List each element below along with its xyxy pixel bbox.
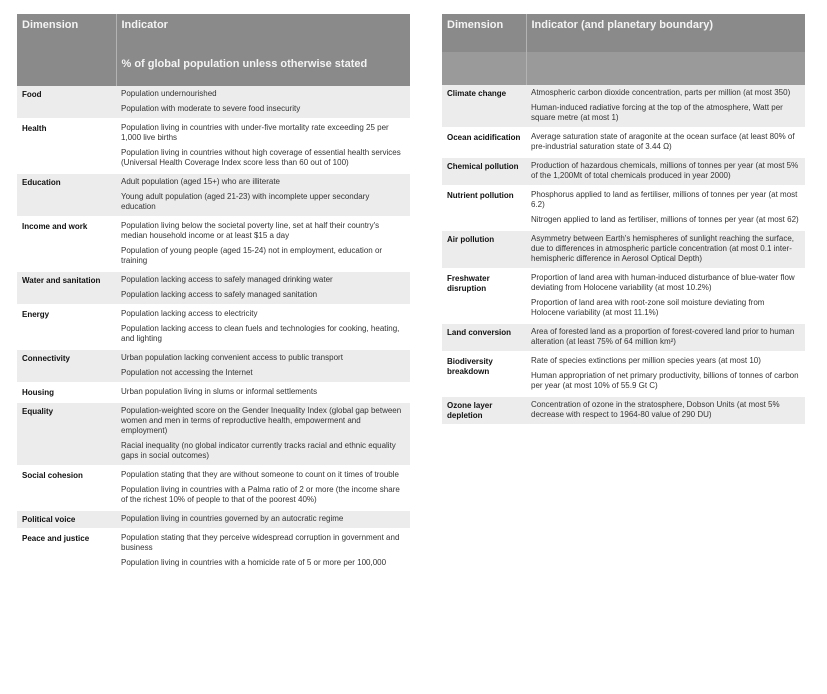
indicator-column-header: Indicator (and planetary boundary) [526, 14, 805, 52]
table-row [442, 396, 805, 425]
dimension-cell: Water and sanitation [17, 271, 116, 305]
table-row [442, 269, 805, 323]
indicator-text: Average saturation state of aragonite at the ocean surface (at least 80% of pre-industrial saturation state of 3.44 Ω) [531, 132, 795, 151]
indicator-cell [526, 186, 805, 230]
indicator-text: Human appropriation of net primary productivity, billions of tonnes of carbon per year (at most 10% of 55.9 Gt C) [531, 371, 799, 390]
indicator-cell [116, 349, 410, 383]
indicator-text: Nitrogen applied to land as fertiliser, millions of tonnes per year (at most 62) [531, 215, 799, 224]
indicator-column-header: Indicator [116, 14, 410, 49]
table-row [442, 230, 805, 269]
dimension-cell: Air pollution [442, 230, 526, 269]
indicator-text: Population undernourished [121, 89, 217, 98]
dimension-cell: Equality [17, 402, 116, 466]
indicator-cell [116, 402, 410, 466]
indicator-text: Concentration of ozone in the stratosphere, Dobson Units (at most 5% decrease with respect to 1964-80 value of 290 DU) [531, 400, 780, 419]
indicator-cell [526, 157, 805, 186]
indicator-cell [116, 86, 410, 119]
indicator-text: Adult population (aged 15+) who are illiterate [121, 177, 280, 186]
table-row [17, 173, 410, 217]
indicator-cell [116, 305, 410, 349]
table-row [17, 466, 410, 510]
indicator-text: Population stating that they are without someone to count on it times of trouble [121, 470, 399, 479]
dimension-cell: Food [17, 86, 116, 119]
dimension-cell: Ozone layer depletion [442, 396, 526, 425]
indicator-text: Population with moderate to severe food insecurity [121, 104, 301, 113]
indicator-text: Population living below the societal poverty line, set at half their country's median household income or at least $15 a day [121, 221, 380, 240]
indicator-cell [116, 271, 410, 305]
dimension-column-header: Dimension [442, 14, 526, 52]
indicator-cell [526, 85, 805, 128]
indicator-text: Population not accessing the Internet [121, 368, 253, 377]
indicator-cell [116, 466, 410, 510]
indicator-cell [526, 352, 805, 396]
dimension-cell: Climate change [442, 85, 526, 128]
indicator-text: Racial inequality (no global indicator currently tracks racial and ethnic equality gaps in social outcomes) [121, 441, 396, 460]
indicator-text: Population lacking access to safely managed sanitation [121, 290, 318, 299]
dimension-cell: Peace and justice [17, 529, 116, 573]
indicator-cell [116, 173, 410, 217]
table-row [442, 352, 805, 396]
table-row [442, 128, 805, 157]
dimension-cell: Connectivity [17, 349, 116, 383]
indicator-subheading: % of global population unless otherwise stated [116, 49, 410, 86]
table-row [17, 305, 410, 349]
header-spacer [17, 49, 116, 86]
table-row [17, 119, 410, 173]
dimension-cell: Energy [17, 305, 116, 349]
indicator-text: Population of young people (aged 15-24) not in employment, education or training [121, 246, 383, 265]
dimension-cell: Education [17, 173, 116, 217]
dimension-cell: Health [17, 119, 116, 173]
indicator-text: Proportion of land area with root-zone soil moisture deviating from Holocene variability (at most 11.1%) [531, 298, 765, 317]
indicator-text: Human-induced radiative forcing at the top of the atmosphere, Watt per square metre (at most 1) [531, 103, 783, 122]
dimension-cell: Income and work [17, 217, 116, 271]
table-row [17, 86, 410, 119]
indicator-text: Urban population lacking convenient access to public transport [121, 353, 343, 362]
indicator-text: Population living in countries with a Palma ratio of 2 or more (the income share of the richest 10% of people to that of the poorest 40%) [121, 485, 400, 504]
indicator-text: Population living in countries with a homicide rate of 5 or more per 100,000 [121, 558, 387, 567]
planetary-boundary-table [442, 14, 805, 426]
indicator-text: Production of hazardous chemicals, millions of tonnes per year (at most 5% of the 1,200Mt of total chemicals produced in year 2000) [531, 161, 799, 180]
dimension-column-header: Dimension [17, 14, 116, 49]
table-row [442, 186, 805, 230]
table-row [17, 217, 410, 271]
indicator-text: Population lacking access to electricity [121, 309, 258, 318]
indicator-cell [116, 383, 410, 402]
indicator-text: Population lacking access to safely managed drinking water [121, 275, 333, 284]
indicator-cell [116, 119, 410, 173]
header-spacer [526, 52, 805, 85]
indicator-text: Population living in countries governed by an autocratic regime [121, 514, 344, 523]
dimension-cell: Chemical pollution [442, 157, 526, 186]
indicator-text: Young adult population (aged 21-23) with incomplete upper secondary education [121, 192, 370, 211]
indicator-text: Population stating that they perceive widespread corruption in government and business [121, 533, 400, 552]
table-row [17, 402, 410, 466]
dimension-cell: Political voice [17, 510, 116, 529]
indicator-text: Population living in countries without high coverage of essential health services (Universal Health Coverage Index score less than 60 out of 100) [121, 148, 401, 167]
dimension-cell: Land conversion [442, 323, 526, 352]
indicator-cell [526, 323, 805, 352]
indicator-text: Population-weighted score on the Gender Inequality Index (global gap between women and men in terms of reproductive health, empowerment and employment) [121, 406, 402, 435]
header-spacer [442, 52, 526, 85]
indicator-text: Rate of species extinctions per million species years (at most 10) [531, 356, 761, 365]
indicator-cell [116, 510, 410, 529]
indicator-text: Atmospheric carbon dioxide concentration, parts per million (at most 350) [531, 88, 791, 97]
indicator-text: Area of forested land as a proportion of forest-covered land prior to human alteration (at least 75% of 64 million km²) [531, 327, 795, 346]
table-row [442, 85, 805, 128]
indicator-cell [526, 128, 805, 157]
table-row [17, 383, 410, 402]
table-row [17, 271, 410, 305]
dimension-cell: Freshwater disruption [442, 269, 526, 323]
indicator-text: Urban population living in slums or informal settlements [121, 387, 318, 396]
indicator-text: Proportion of land area with human-induced disturbance of blue-water flow deviating from Holocene variability (at most 10.2%) [531, 273, 795, 292]
dimension-cell: Social cohesion [17, 466, 116, 510]
social-foundation-table [17, 14, 410, 574]
indicator-cell [526, 230, 805, 269]
table-row [17, 349, 410, 383]
indicator-cell [116, 529, 410, 573]
indicator-text: Phosphorus applied to land as fertiliser, millions of tonnes per year (at most 6.2) [531, 190, 798, 209]
table-row [442, 157, 805, 186]
indicator-cell [116, 217, 410, 271]
dimension-cell: Ocean acidification [442, 128, 526, 157]
table-row [17, 510, 410, 529]
dimension-cell: Biodiversity breakdown [442, 352, 526, 396]
dimension-cell: Nutrient pollution [442, 186, 526, 230]
table-row [17, 529, 410, 573]
dimension-cell: Housing [17, 383, 116, 402]
indicator-cell [526, 269, 805, 323]
indicator-cell [526, 396, 805, 425]
indicator-text: Population living in countries with under-five mortality rate exceeding 25 per 1,000 live births [121, 123, 389, 142]
indicator-text: Asymmetry between Earth's hemispheres of sunlight reaching the surface, due to differences in atmospheric particle concentration (at most 0.1 inter-hemispheric difference in Aerosol Optical Depth) [531, 234, 794, 263]
table-row [442, 323, 805, 352]
indicator-text: Population lacking access to clean fuels and technologies for cooking, heating, and lighting [121, 324, 400, 343]
